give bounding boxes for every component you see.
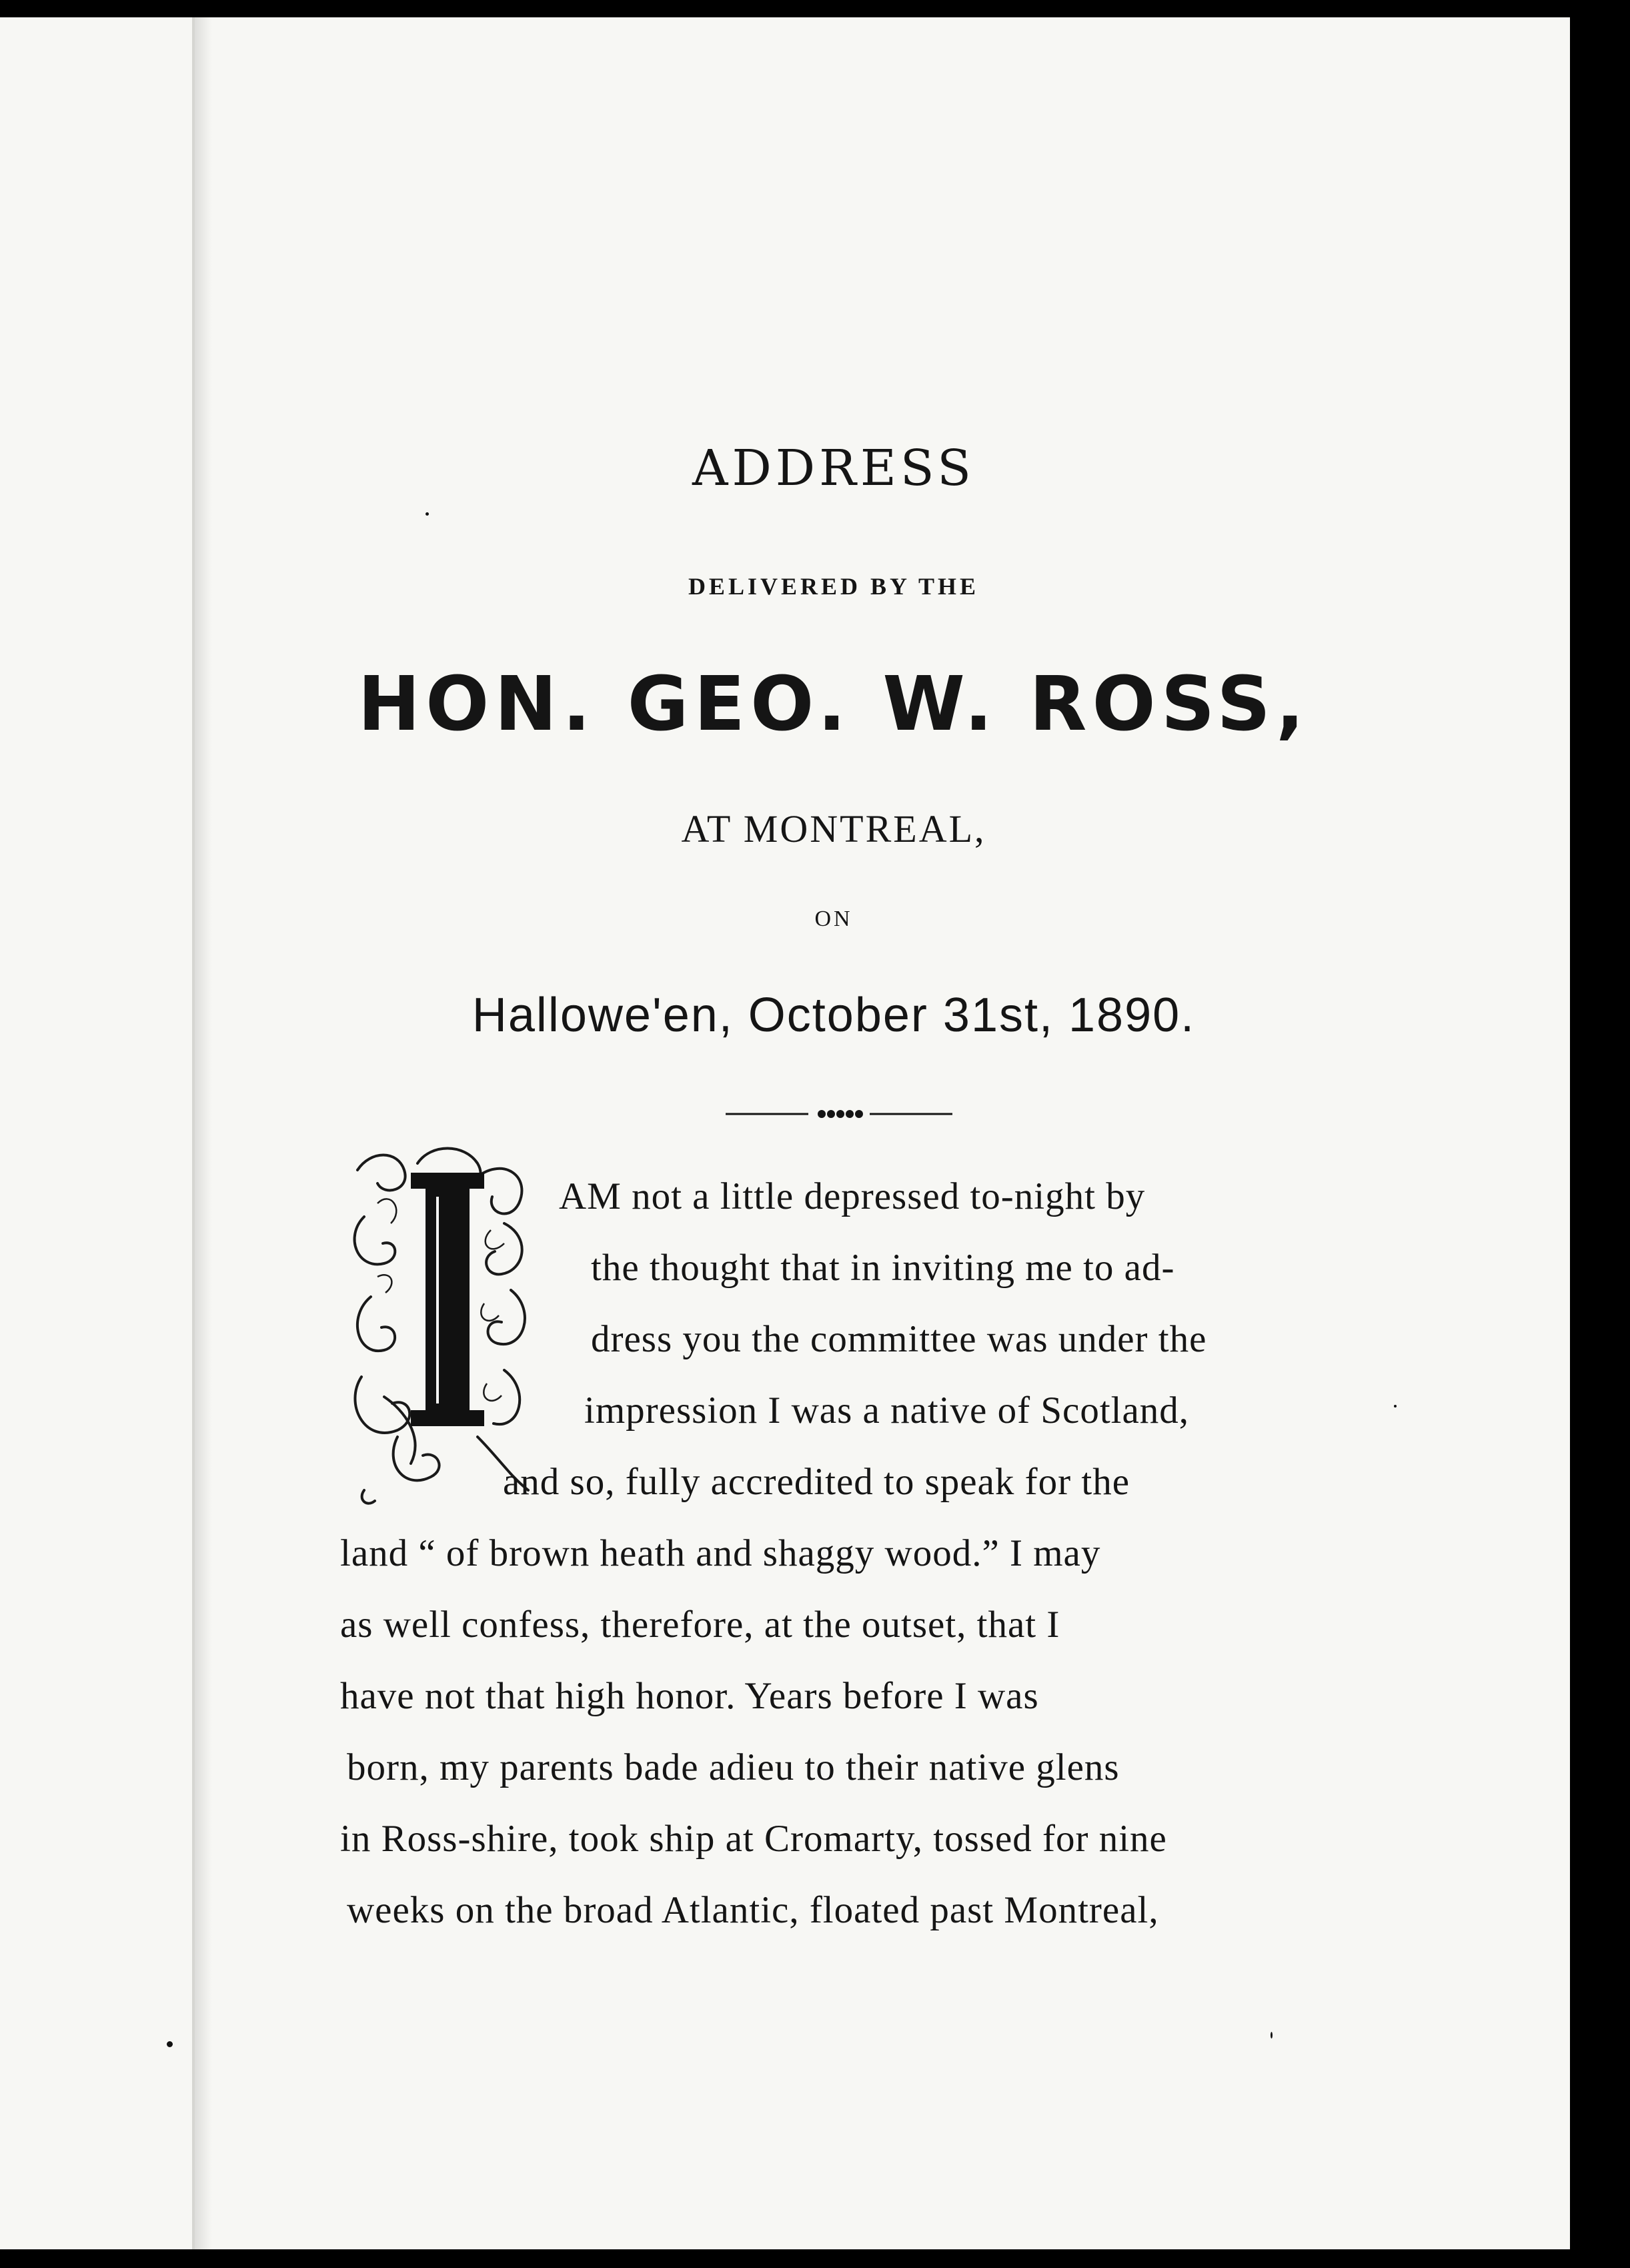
body-line <box>340 1603 1060 1646</box>
speaker-name: HON. GEO. W. ROSS, <box>357 661 1310 748</box>
body-line <box>503 1460 1130 1504</box>
location: AT MONTREAL, <box>681 807 986 851</box>
body-line-text: as well confess, therefore, at the outset, that I <box>340 1604 1060 1646</box>
body-line <box>347 1888 1159 1932</box>
body-line <box>559 1175 1346 1218</box>
body-line <box>340 1817 1167 1860</box>
body-line <box>584 1389 1189 1432</box>
body-line-text: have not that high honor. Years before I was <box>340 1675 1039 1717</box>
ink-speck <box>1271 2032 1273 2039</box>
body-line <box>347 1746 1120 1789</box>
address-date: Hallowe'en, October 31st, 1890. <box>472 989 1196 1042</box>
body-line <box>591 1246 1174 1289</box>
decorative-initial <box>344 1143 538 1509</box>
document-page <box>0 17 1570 2249</box>
body-line <box>591 1317 1206 1361</box>
body-line-text: impression I was a native of Scotland, <box>584 1389 1190 1432</box>
body-line-text: dress you the committee was under the <box>591 1318 1207 1360</box>
ink-speck <box>1394 1405 1397 1407</box>
ornamental-rule <box>726 1109 952 1119</box>
document-subtitle: DELIVERED BY THE <box>688 573 980 600</box>
body-line-text: the thought that in inviting me to ad- <box>591 1247 1175 1289</box>
body-line <box>340 1532 1100 1575</box>
body-line-text: AM not a little depressed to-night by <box>559 1175 1146 1217</box>
body-line-text: land “ of brown heath and shaggy wood.” I may <box>340 1532 1101 1574</box>
document-title: ADDRESS <box>692 440 975 497</box>
ornamental-scroll-icon <box>344 1143 538 1509</box>
body-line-text: in Ross-shire, took ship at Cromarty, tossed for nine <box>340 1818 1167 1860</box>
on-label: ON <box>814 907 853 931</box>
ink-speck <box>426 512 429 516</box>
body-line-text: born, my parents bade adieu to their native glens <box>347 1746 1120 1788</box>
fold-shadow <box>195 17 212 2249</box>
body-line <box>340 1674 1039 1718</box>
body-line-text: and so, fully accredited to speak for the <box>503 1461 1130 1503</box>
body-line-text: weeks on the broad Atlantic, floated past Montreal, <box>347 1889 1159 1931</box>
ink-speck <box>167 2041 173 2047</box>
